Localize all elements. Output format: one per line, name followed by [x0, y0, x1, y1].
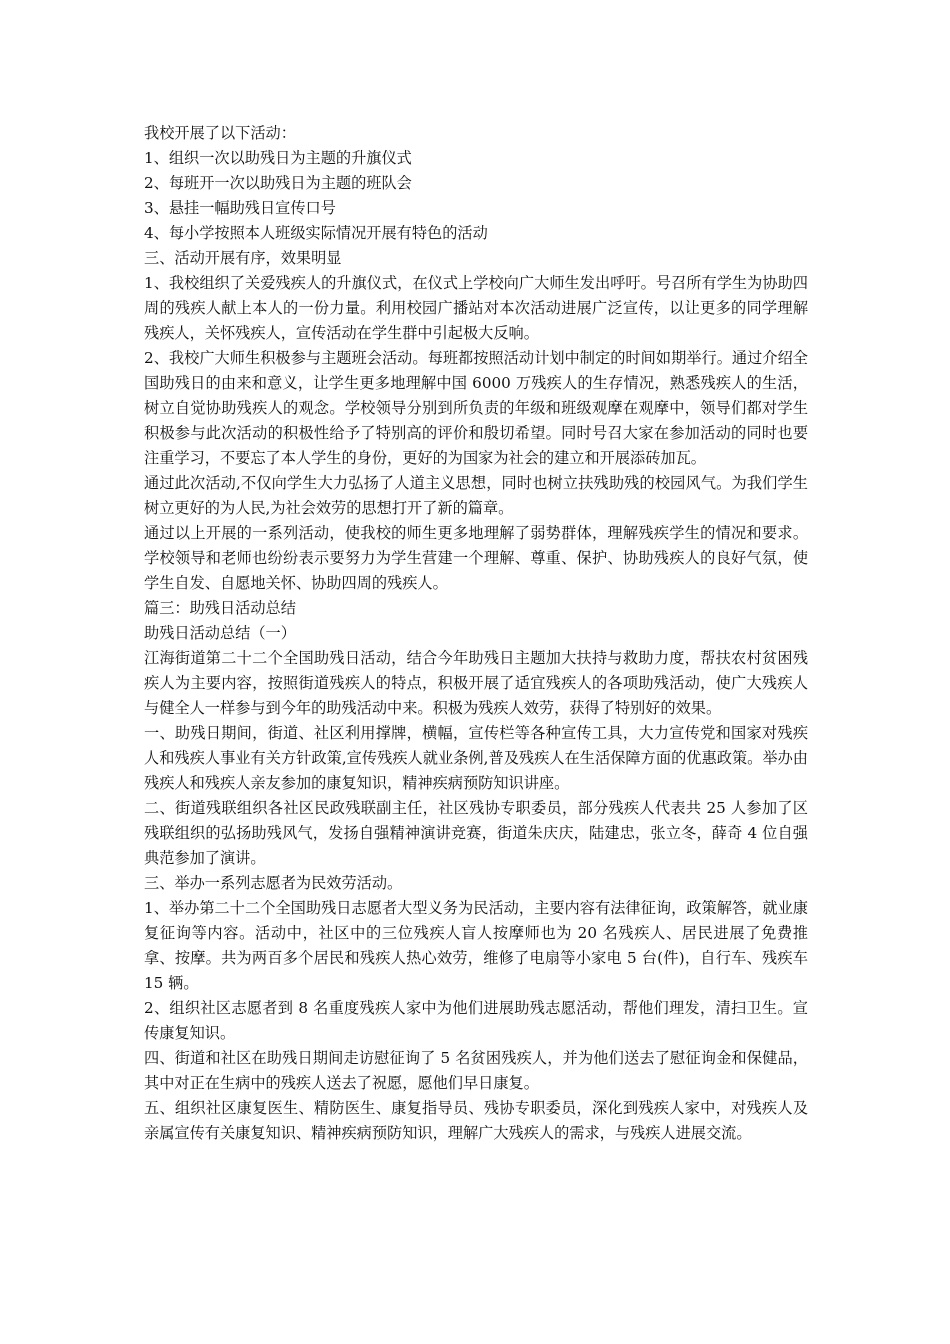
paragraph-summary: 通过以上开展的一系列活动，使我校的师生更多地理解了弱势群体，理解残疾学生的情况和要求。学校领导和老师也纷纷表示要努力为学生营建一个理解、尊重、保护、协助残疾人的良好气氛，使学生自发、自愿地关怀、协助四周的残疾人。 — [144, 524, 808, 592]
paragraph-class-meeting: 2、我校广大师生积极参与主题班会活动。每班都按照活动计划中制定的时间如期举行。通过介绍全国助残日的由来和意义，让学生更多地理解中国 6000 万残疾人的生存情况，熟悉残疾人的生活，树立自觉协助残疾人的观念。学校领导分别到所负责的年级和班级观摩在观摩中，领导们都对学生积极参与此次活动的积极性给予了特别高的评价和殷切希望。同时号召大家在参加活动的同时也要注重学习，不要忘了本人学生的身份，更好的为国家为社会的建立和开展添砖加瓦。 — [144, 349, 808, 467]
paragraph-activity-1: 1、组织一次以助残日为主题的升旗仪式 — [144, 149, 412, 167]
paragraph-item-3-1: 1、举办第二十二个全国助残日志愿者大型义务为民活动，主要内容有法律征询，政策解答，就业康复征询等内容。活动中，社区中的三位残疾人盲人按摩师也为 20 名残疾人、居民进展了免费推拿、按摩。共为两百多个居民和残疾人热心效劳，维修了电扇等小家电 5 台(件)，自行车、残疾车 15 辆。 — [144, 899, 808, 992]
section-heading-3: 三、活动开展有序，效果明显 — [144, 249, 342, 267]
chapter-title: 篇三：助残日活动总结 — [144, 599, 296, 617]
paragraph-activity-4: 4、每小学按照本人班级实际情况开展有特色的活动 — [144, 224, 488, 242]
paragraph-intro: 我校开展了以下活动： — [144, 124, 296, 142]
paragraph-item-4: 四、街道和社区在助残日期间走访慰征询了 5 名贫困残疾人，并为他们送去了慰征询金和保健品，其中对正在生病中的残疾人送去了祝愿，愿他们早日康复。 — [144, 1049, 808, 1092]
paragraph-jianghai: 江海街道第二十二个全国助残日活动，结合今年助残日主题加大扶持与救助力度，帮扶农村贫困残疾人为主要内容，按照街道残疾人的特点，积极开展了适宜残疾人的各项助残活动，使广大残疾人与健全人一样参与到今年的助残活动中来。积极为残疾人效劳，获得了特别好的效果。 — [144, 649, 808, 717]
paragraph-flag-ceremony: 1、我校组织了关爱残疾人的升旗仪式，在仪式上学校向广大师生发出呼吁。号召所有学生为协助四周的残疾人献上本人的一份力量。利用校园广播站对本次活动进展广泛宣传，以让更多的同学理解残疾人，关怀残疾人，宣传活动在学生群中引起极大反响。 — [144, 274, 808, 342]
paragraph-activity-3: 3、悬挂一幅助残日宣传口号 — [144, 199, 336, 217]
paragraph-item-3-2: 2、组织社区志愿者到 8 名重度残疾人家中为他们进展助残志愿活动，帮他们理发，清扫卫生。宣传康复知识。 — [144, 999, 808, 1042]
paragraph-item-5: 五、组织社区康复医生、精防医生、康复指导员、残协专职委员，深化到残疾人家中，对残疾人及亲属宣传有关康复知识、精神疾病预防知识，理解广大残疾人的需求，与残疾人进展交流。 — [144, 1099, 808, 1142]
paragraph-item-2: 二、街道残联组织各社区民政残联副主任，社区残协专职委员，部分残疾人代表共 25 人参加了区残联组织的弘扬助残风气，发扬自强精神演讲竞赛，街道朱庆庆，陆建忠，张立冬，薛奇 4 位自强典范参加了演讲。 — [144, 799, 808, 867]
paragraph-item-1: 一、助残日期间，街道、社区利用撑牌，横幅，宣传栏等各种宣传工具，大力宣传党和国家对残疾人和残疾人事业有关方针政策,宣传残疾人就业条例,普及残疾人在生活保障方面的优惠政策。举办由残疾人和残疾人亲友参加的康复知识，精神疾病预防知识讲座。 — [144, 724, 808, 792]
paragraph-item-3: 三、举办一系列志愿者为民效劳活动。 — [144, 874, 403, 892]
paragraph-activity-effect: 通过此次活动,不仅向学生大力弘扬了人道主义思想，同时也树立扶残助残的校园风气。为我们学生树立更好的为人民,为社会效劳的思想打开了新的篇章。 — [144, 474, 808, 517]
subtitle: 助残日活动总结（一） — [144, 624, 296, 642]
document-page — [144, 121, 808, 1146]
paragraph-activity-2: 2、每班开一次以助残日为主题的班队会 — [144, 174, 412, 192]
